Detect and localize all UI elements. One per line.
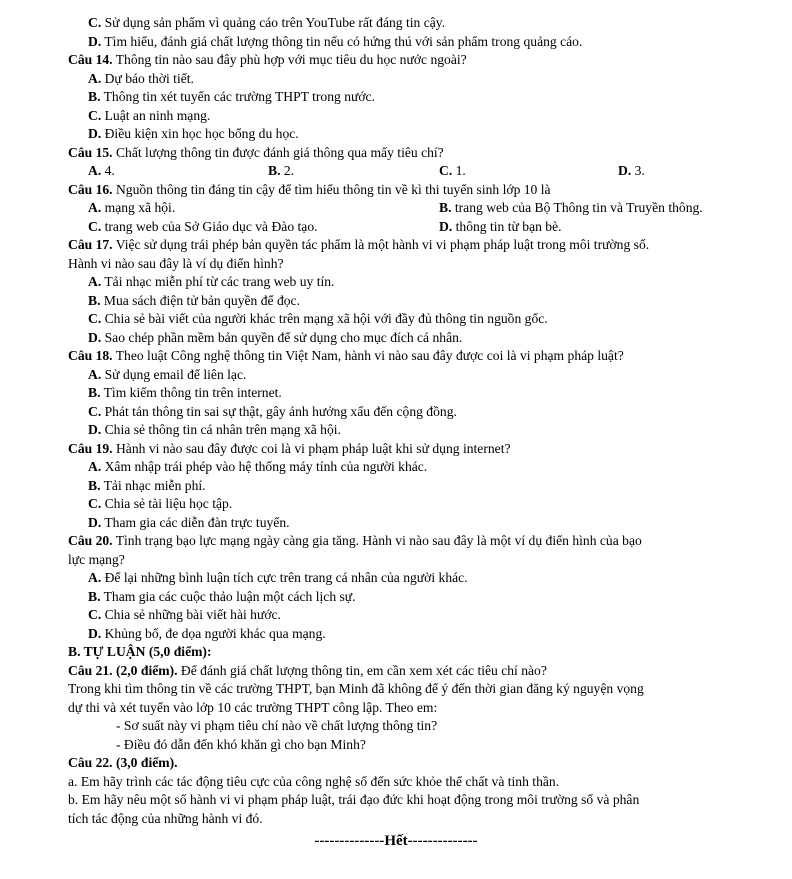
question-22-label: Câu 22. (3,0 điểm). — [68, 755, 178, 770]
question-19 — [68, 440, 511, 457]
option-line: B. Mua sách điện tử bản quyền để đọc. — [88, 293, 300, 308]
option-line: A. 4. — [88, 163, 115, 178]
option-line: D. Điều kiện xin học học bổng du học. — [88, 126, 299, 141]
option-line: D. Tham gia các diễn đàn trực tuyến. — [88, 515, 290, 530]
option-line: C. Chia sẻ bài viết của người khác trên mạng xã hội với đầy đủ thông tin nguồn gốc. — [88, 311, 548, 326]
question-text: Việc sử dụng trái phép bản quyền tác phẩm là một hành vi vi phạm pháp luật trong môi trường số. — [112, 237, 650, 252]
section-heading: B. TỰ LUẬN (5,0 điểm): — [68, 644, 212, 659]
question-text: Thông tin nào sau đây phù hợp với mục tiêu du học nước ngoài? — [112, 52, 467, 67]
paragraph-line: tích tác động của những hành vi đó. — [68, 811, 263, 826]
option-line: A. Sử dụng email để liên lạc. — [88, 367, 247, 382]
question-17 — [68, 236, 649, 253]
question-text: Nguồn thông tin đáng tin cậy để tìm hiểu thông tin về kì thi tuyển sinh lớp 10 là — [112, 182, 551, 197]
option-line: A. mạng xã hội. — [88, 200, 176, 215]
question-16 — [68, 181, 551, 198]
question-text: Hành vi nào sau đây được coi là vi phạm pháp luật khi sử dụng internet? — [112, 441, 511, 456]
option-line: A. Tải nhạc miễn phí từ các trang web uy tín. — [88, 274, 335, 289]
option-line — [88, 33, 582, 50]
option-line: D. Chia sẻ thông tin cá nhân trên mạng xã hội. — [88, 422, 341, 437]
option-line: B. Tham gia các cuộc thảo luận một cách lịch sự. — [88, 589, 356, 604]
option-line: A. Dự báo thời tiết. — [88, 71, 194, 86]
question-text: Để đánh giá chất lượng thông tin, em cần xem xét các tiêu chí nào? — [177, 663, 547, 678]
question-text: Chất lượng thông tin được đánh giá thông qua mấy tiêu chí? — [112, 145, 444, 160]
bullet-line: - Sơ suất này vi phạm tiêu chí nào về chất lượng thông tin? — [116, 718, 438, 733]
bullet-line: - Điều đó dẫn đến khó khăn gì cho bạn Minh? — [116, 737, 366, 752]
question-label: Câu 14. — [68, 52, 113, 67]
option-line: B. Thông tin xét tuyển các trường THPT trong nước. — [88, 89, 375, 104]
end-marker: --------------Hết-------------- — [314, 833, 478, 849]
option-line: D. Khủng bố, đe dọa người khác qua mạng. — [88, 626, 326, 641]
question-label: Câu 20. — [68, 533, 113, 548]
option-line: B. Tải nhạc miễn phí. — [88, 478, 206, 493]
option-line: A. Xâm nhập trái phép vào hệ thống máy tính của người khác. — [88, 459, 428, 474]
question-text-continued: lực mạng? — [68, 552, 125, 567]
option-line: C. trang web của Sở Giáo dục và Đào tạo. — [88, 219, 318, 234]
question-label: Câu 17. — [68, 237, 113, 252]
option-line: D. thông tin từ bạn bè. — [439, 219, 562, 234]
question-label: Câu 16. — [68, 182, 113, 197]
question-label: Câu 18. — [68, 348, 113, 363]
question-14 — [68, 51, 467, 68]
option-line: B. trang web của Bộ Thông tin và Truyền thông. — [439, 200, 703, 215]
question-label: Câu 15. — [68, 145, 113, 160]
option-text: Sử dụng sản phẩm vì quảng cáo trên YouTube rất đáng tin cậy. — [101, 15, 446, 30]
option-line: C. Chia sẻ những bài viết hài hước. — [88, 607, 281, 622]
option-line — [88, 14, 445, 31]
paragraph-line: b. Em hãy nêu một số hành vi vi phạm pháp luật, trái đạo đức khi hoạt động trong môi trường số và phân — [68, 792, 640, 807]
option-line: C. Chia sẻ tài liệu học tập. — [88, 496, 233, 511]
option-line: C. Luật an ninh mạng. — [88, 108, 211, 123]
question-label: Câu 19. — [68, 441, 113, 456]
question-text-continued: Hành vi nào sau đây là ví dụ điển hình? — [68, 256, 284, 271]
option-line: C. Phát tán thông tin sai sự thật, gây ảnh hưởng xấu đến cộng đồng. — [88, 404, 457, 419]
question-15 — [68, 144, 444, 161]
option-line: A. Để lại những bình luận tích cực trên trang cá nhân của người khác. — [88, 570, 468, 585]
option-letter: C. — [88, 15, 102, 30]
question-20 — [68, 532, 642, 549]
question-21 — [68, 662, 547, 679]
question-text: Tình trạng bạo lực mạng ngày càng gia tăng. Hành vi nào sau đây là một ví dụ điển hình của bạo — [112, 533, 642, 548]
option-line: B. 2. — [268, 163, 295, 178]
option-line: B. Tìm kiếm thông tin trên internet. — [88, 385, 282, 400]
question-label: Câu 21. (2,0 điểm). — [68, 663, 178, 678]
question-18 — [68, 347, 624, 364]
option-text: Tìm hiểu, đánh giá chất lượng thông tin nếu có hứng thú với sản phẩm trong quảng cáo. — [101, 34, 583, 49]
question-text: Theo luật Công nghệ thông tin Việt Nam, hành vi nào sau đây được coi là vi phạm pháp luật? — [112, 348, 624, 363]
option-line: D. 3. — [618, 163, 645, 178]
option-line: D. Sao chép phần mềm bản quyền để sử dụng cho mục đích cá nhân. — [88, 330, 463, 345]
option-letter: D. — [88, 34, 102, 49]
paragraph-line: dự thi và xét tuyển vào lớp 10 các trường THPT công lập. Theo em: — [68, 700, 438, 715]
option-line: C. 1. — [439, 163, 466, 178]
paragraph-line: Trong khi tìm thông tin về các trường THPT, bạn Minh đã không để ý đến thời gian đăng ký nguyện vọng — [68, 681, 644, 696]
paragraph-line: a. Em hãy trình các tác động tiêu cực của công nghệ số đến sức khỏe thể chất và tinh thần. — [68, 774, 560, 789]
